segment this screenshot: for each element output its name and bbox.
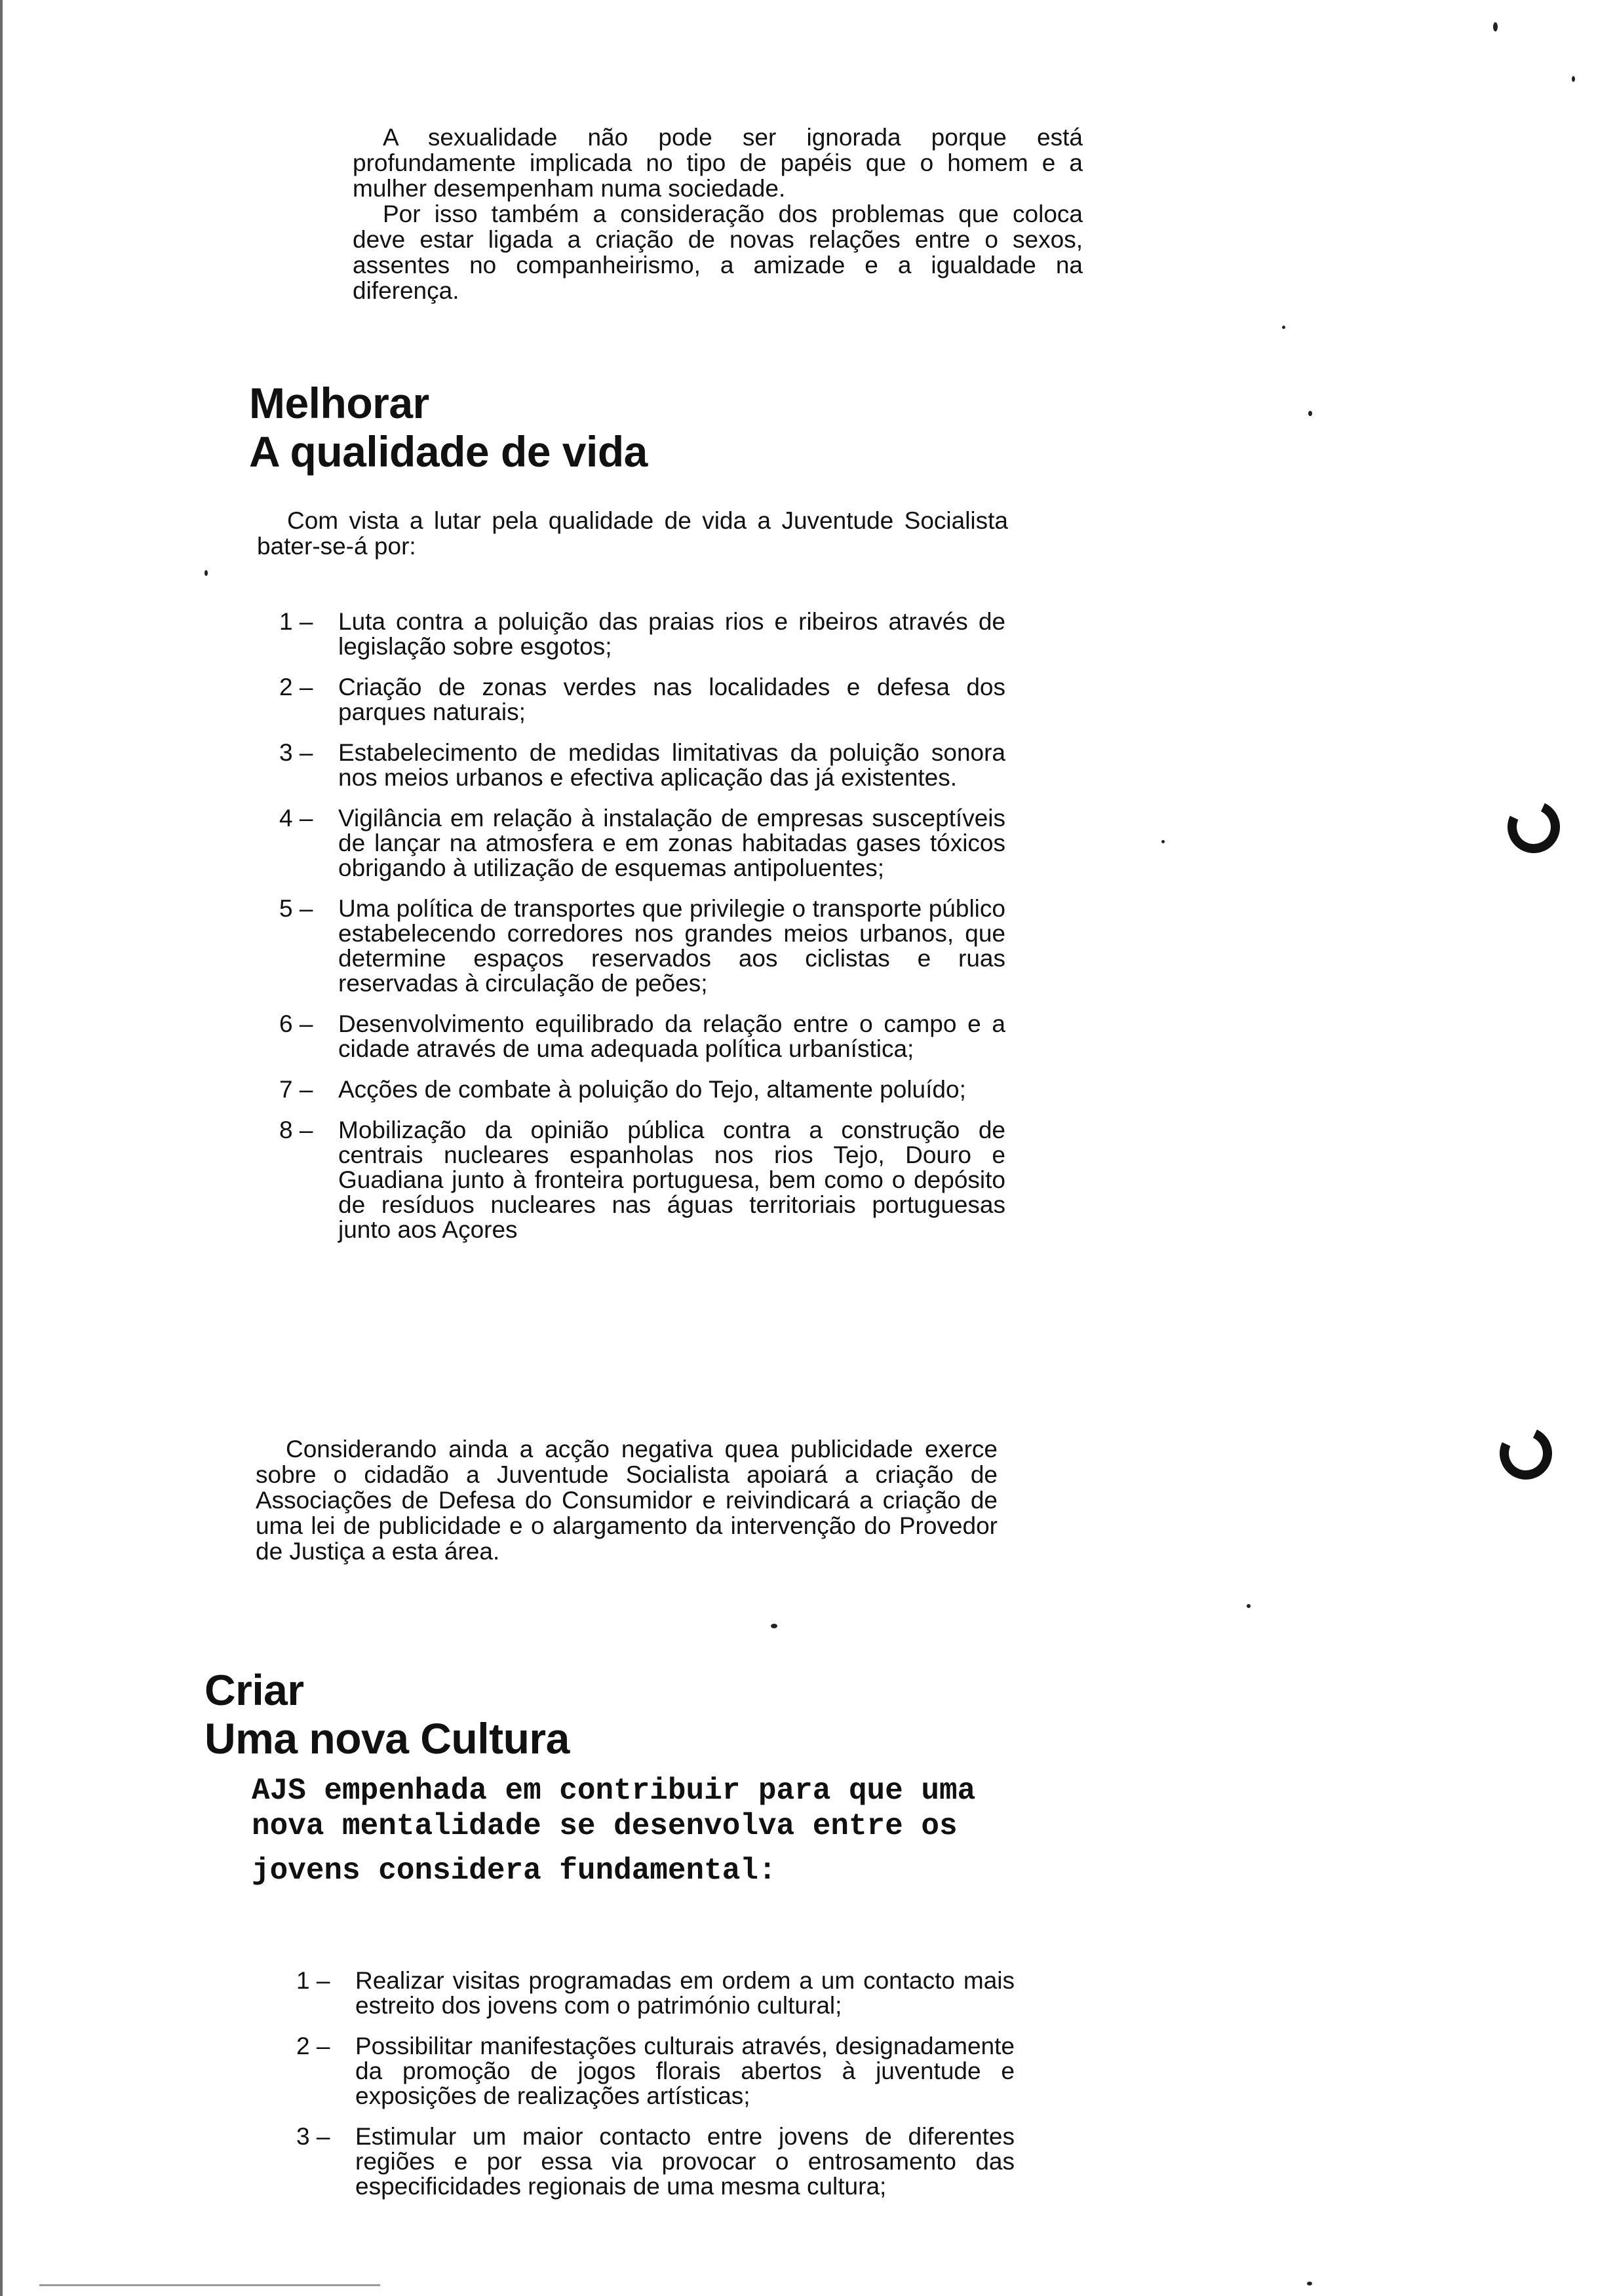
list-item-text: Luta contra a poluição das praias rios e ribeiros através de legislação sobre esgotos; (338, 608, 1005, 660)
culture-list (296, 1968, 1015, 2215)
typed-line-2: nova mentalidade se desenvolva entre os (252, 1809, 958, 1843)
quality-item-6 (279, 1012, 1005, 1062)
quality-lead (257, 508, 1008, 559)
scan-speck (1161, 840, 1165, 843)
culture-typed-note (252, 1773, 1078, 1888)
scan-speck (1572, 76, 1575, 82)
quality-item-2 (279, 675, 1005, 725)
list-item-text: Estabelecimento de medidas limitativas da poluição sonora nos meios urbanos e efectiva aplicação das já existentes. (338, 739, 1005, 791)
list-item-text: Realizar visitas programadas em ordem a um contacto mais estreito dos jovens com o património cultural; (355, 1967, 1015, 2019)
quality-heading-line-1: Melhorar (249, 379, 429, 427)
quality-item-1 (279, 609, 1005, 659)
scan-speck (1247, 1604, 1251, 1608)
quality-item-5 (279, 896, 1005, 996)
list-number: 2 – (279, 674, 313, 700)
list-number: 3 – (296, 2123, 330, 2150)
list-number: 2 – (296, 2033, 330, 2059)
quality-item-8 (279, 1118, 1005, 1242)
list-item-text: Criação de zonas verdes nas localidades e defesa dos parques naturais; (338, 674, 1005, 725)
quality-item-7 (279, 1077, 1005, 1102)
list-number: 1 – (296, 1967, 330, 1994)
culture-item-1 (296, 1968, 1015, 2018)
quality-closing-text: Considerando ainda a acção negativa quea publicidade exerce sobre o cidadão a Juventude Socialista apoiará a criação de Associações de Defesa do Consumidor e reivindicará a criação de uma lei de publicidade e o alargamento da intervenção do Provedor de Justiça a esta área. (256, 1436, 998, 1565)
scan-bottom-artifact (39, 2284, 380, 2286)
list-number: 4 – (279, 805, 313, 832)
list-item-text: Vigilância em relação à instalação de empresas susceptíveis de lançar na atmosfera e em zonas habitadas gases tóxicos obrigando à utilização de esquemas antipoluentes; (338, 805, 1005, 881)
quality-heading-line-2: A qualidade de vida (249, 427, 648, 476)
list-item-text: Estimular um maior contacto entre jovens de diferentes regiões e por essa via provocar o entrosamento das especificidades regionais de uma mesma cultura; (355, 2123, 1015, 2200)
punch-hole-lower (1492, 1420, 1560, 1487)
quality-item-3 (279, 740, 1005, 790)
list-item-text: Desenvolvimento equilibrado da relação entre o campo e a cidade através de uma adequada política urbanística; (338, 1010, 1005, 1062)
list-number: 6 – (279, 1010, 313, 1037)
typed-line-1: AJS empenhada em contribuir para que uma (252, 1774, 976, 1808)
scan-speck (1493, 22, 1498, 31)
scan-speck (1282, 326, 1285, 329)
culture-item-2 (296, 2034, 1015, 2109)
intro-paragraph-2: Por isso também a consideração dos problemas que coloca deve estar ligada a criação de novas relações entre o sexos, assentes no companheirismo, a amizade e a igualdade na diferença. (353, 201, 1083, 304)
list-number: 1 – (279, 608, 313, 635)
list-number: 5 – (279, 895, 313, 922)
list-item-text: Uma política de transportes que privilegie o transporte público estabelecendo corredores nos grandes meios urbanos, que determine espaços reservados aos ciclistas e ruas reservadas à circulação de peões; (338, 895, 1005, 997)
culture-heading (204, 1666, 860, 1763)
scan-speck (1308, 411, 1312, 416)
quality-heading (249, 379, 905, 476)
list-item-text: Acções de combate à poluição do Tejo, altamente poluído; (338, 1076, 966, 1103)
list-number: 3 – (279, 739, 313, 766)
quality-list (279, 609, 1005, 1258)
scan-left-border (0, 0, 3, 2296)
culture-item-3 (296, 2124, 1015, 2199)
quality-lead-text: Com vista a lutar pela qualidade de vida a Juventude Socialista bater-se-á por: (257, 507, 1008, 560)
list-number: 7 – (279, 1076, 313, 1103)
quality-closing (256, 1436, 998, 1564)
culture-heading-line-1: Criar (204, 1666, 304, 1714)
scan-speck (1307, 2282, 1312, 2286)
intro-paragraph-1: A sexualidade não pode ser ignorada porque está profundamente implicada no tipo de papéis que o homem e a mulher desempenham numa sociedade. (353, 124, 1083, 202)
scan-speck (771, 1624, 777, 1628)
list-item-text: Possibilitar manifestações culturais através, designadamente da promoção de jogos florais abertos à juventude e exposições de realizações artísticas; (355, 2033, 1015, 2109)
culture-heading-line-2: Uma nova Cultura (204, 1714, 570, 1763)
punch-hole-upper (1500, 794, 1568, 861)
intro-section (353, 124, 1083, 303)
list-item-text: Mobilização da opinião pública contra a construção de centrais nucleares espanholas nos rios Tejo, Douro e Guadiana junto à fronteira portuguesa, bem como o depósito de resíduos nucleares nas águas territoriais portuguesas junto aos Açores (338, 1117, 1005, 1243)
typed-line-3: jovens considera fundamental: (252, 1854, 777, 1888)
list-number: 8 – (279, 1117, 313, 1143)
scan-speck (204, 570, 208, 576)
quality-item-4 (279, 806, 1005, 881)
